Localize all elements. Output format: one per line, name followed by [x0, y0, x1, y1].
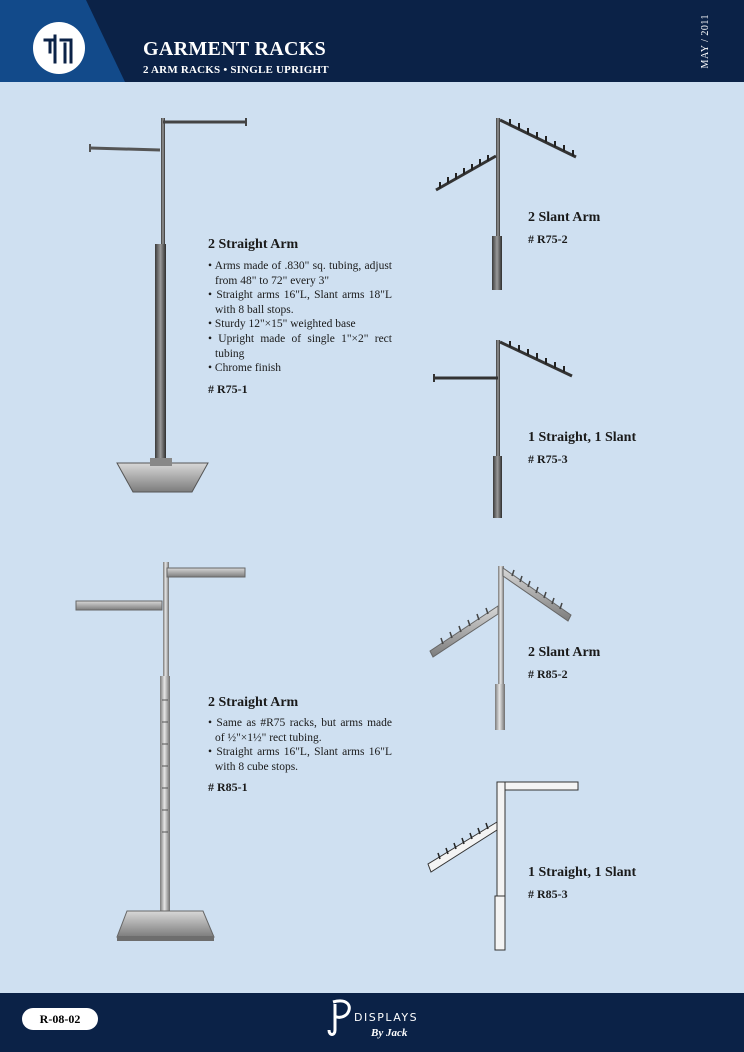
- r75-3-code: # R75-3: [528, 452, 568, 466]
- r75-1-title: 2 Straight Arm: [208, 237, 299, 252]
- issue-date: MAY / 2011: [700, 14, 711, 69]
- rack-r75-2-image: [436, 118, 576, 290]
- r85-1-feature: • Same as #R75 racks, but arms made of ½"×1½" rect tubing.: [208, 717, 392, 744]
- brand-logo: [325, 996, 435, 1044]
- r85-2-title: 2 Slant Arm: [528, 645, 601, 660]
- r85-1-features: [208, 716, 392, 774]
- brand-name: DISPLAYS: [354, 1011, 419, 1024]
- r75-3-title: 1 Straight, 1 Slant: [528, 430, 637, 445]
- r75-2-code: # R75-2: [528, 232, 568, 246]
- r85-1-code: # R85-1: [208, 780, 248, 794]
- r75-2-title: 2 Slant Arm: [528, 210, 601, 225]
- r85-1-feature: • Straight arms 16"L, Slant arms 16"L with 8 cube stops.: [208, 746, 392, 773]
- r75-1-feature: • Upright made of single 1"×2" rect tubing: [208, 332, 392, 360]
- r75-1-features: [208, 259, 392, 376]
- r85-3-code: # R85-3: [528, 887, 568, 901]
- r85-3-title: 1 Straight, 1 Slant: [528, 865, 637, 880]
- page-number: R-08-02: [22, 1008, 98, 1030]
- r75-1-feature: • Arms made of .830" sq. tubing, adjust from 48" to 72" every 3": [208, 260, 392, 287]
- r75-1-feature: • Sturdy 12"×15" weighted base: [208, 318, 356, 331]
- displays-logo-icon: [325, 996, 355, 1042]
- r85-1-title: 2 Straight Arm: [208, 695, 299, 710]
- r75-1-feature: • Chrome finish: [208, 362, 282, 375]
- page-subtitle: 2 ARM RACKS • SINGLE UPRIGHT: [143, 64, 329, 76]
- r75-1-feature: • Straight arms 16"L, Slant arms 18"L with 8 ball stops.: [208, 289, 392, 316]
- r85-2-code: # R85-2: [528, 667, 568, 681]
- page-title: GARMENT RACKS: [143, 38, 326, 60]
- brand-tagline: By Jack: [371, 1027, 408, 1039]
- rack-r75-3-image: [434, 340, 572, 518]
- r75-1-code: # R75-1: [208, 382, 248, 396]
